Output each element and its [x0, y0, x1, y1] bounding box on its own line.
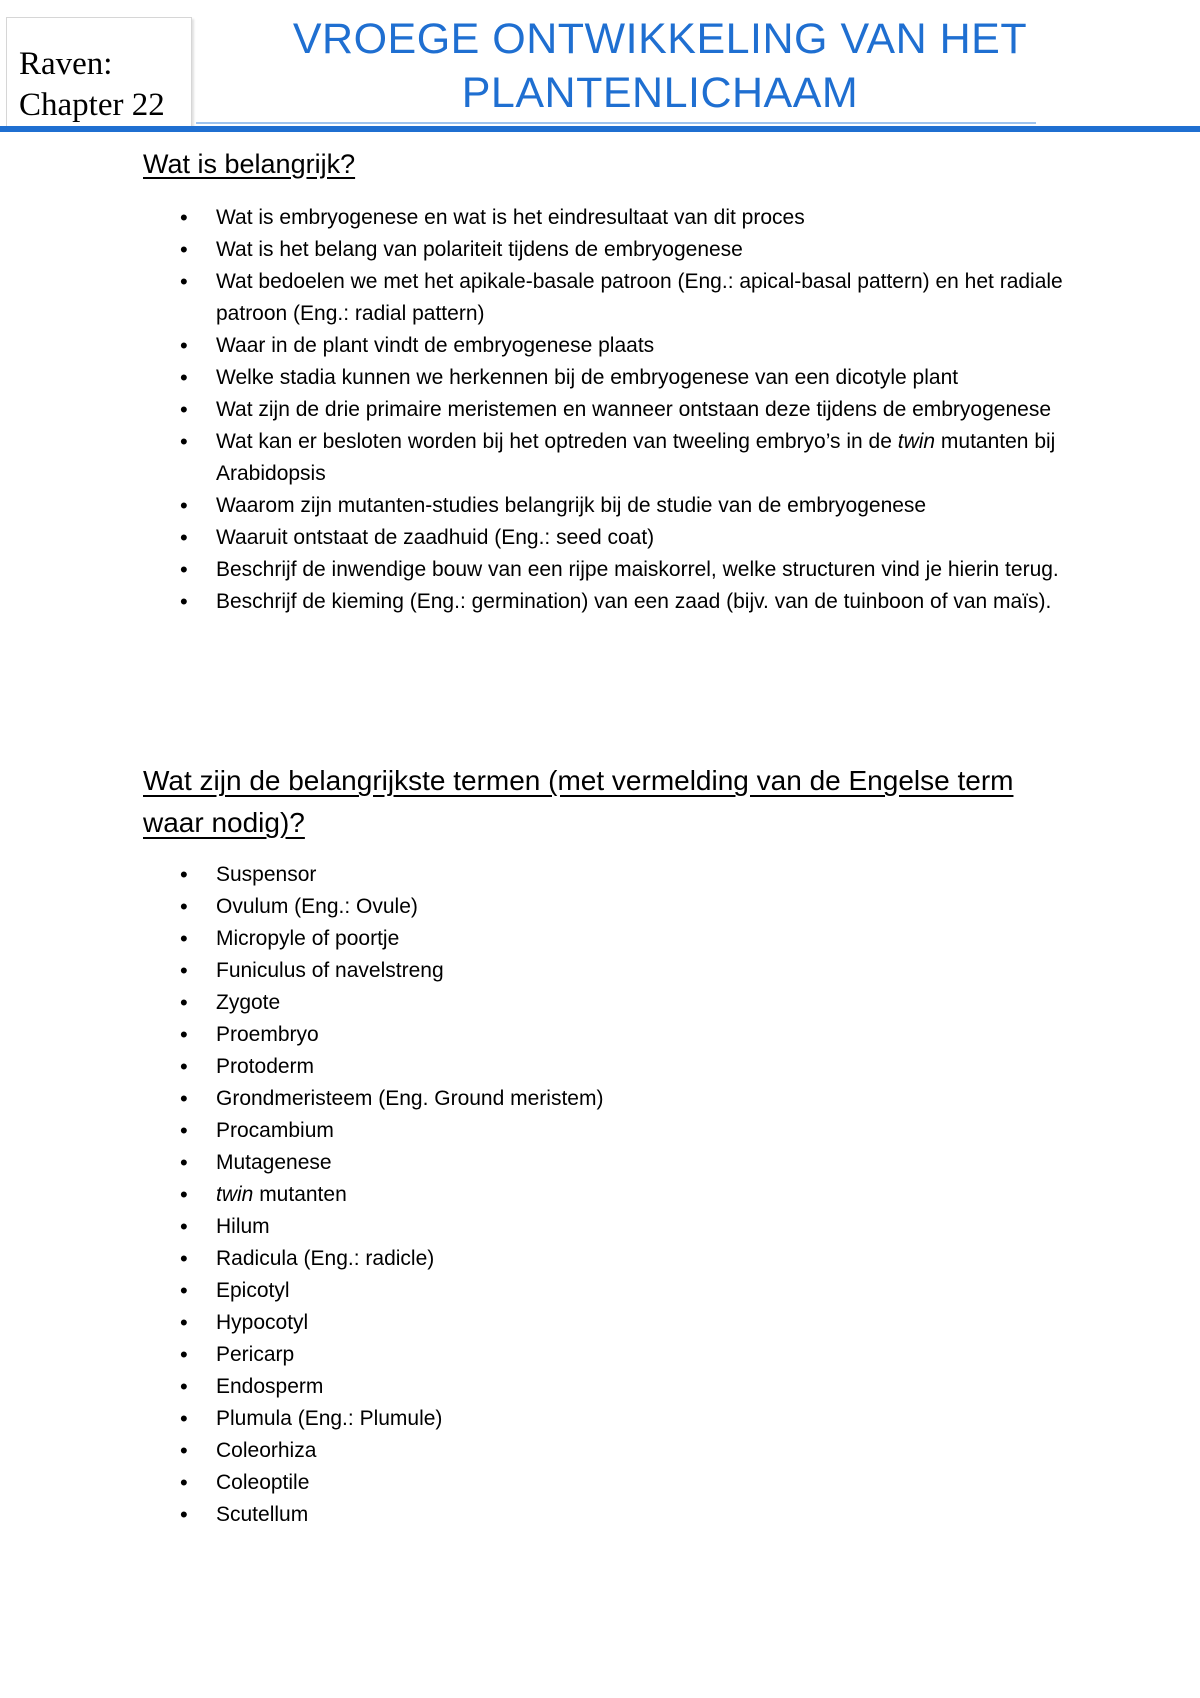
term-item: • Mutagenese: [0, 1147, 1066, 1179]
question-item: [0, 426, 1066, 490]
question-item: • Beschrijf de inwendige bouw van een rijpe maiskorrel, welke structuren vind je hierin terug.: [0, 554, 1066, 586]
page-title-line-2: PLANTENLICHAAM: [461, 69, 859, 117]
chapter-label-number: Chapter 22: [19, 87, 165, 123]
term-item: • Plumula (Eng.: Plumule): [0, 1403, 1066, 1435]
header-divider: [0, 126, 1200, 132]
question-item: • Wat bedoelen we met het apikale-basale patroon (Eng.: apical-basal pattern) en het radiale patroon (Eng.: radial pattern): [0, 266, 1066, 330]
term-item: • Pericarp: [0, 1339, 1066, 1371]
question-item: • Waaruit ontstaat de zaadhuid (Eng.: seed coat): [0, 522, 1066, 554]
question-item: • Wat is het belang van polariteit tijdens de embryogenese: [0, 234, 1066, 266]
question-item: • Waarom zijn mutanten-studies belangrijk bij de studie van de embryogenese: [0, 490, 1066, 522]
section-heading-terms: Wat zijn de belangrijkste termen (met vermelding van de Engelse term waar nodig)?: [143, 765, 1014, 838]
term-item: • Hilum: [0, 1211, 1066, 1243]
term-item: • Coleoptile: [0, 1467, 1066, 1499]
term-item: • Radicula (Eng.: radicle): [0, 1243, 1066, 1275]
term-item: • Endosperm: [0, 1371, 1066, 1403]
term-item: • Epicotyl: [0, 1275, 1066, 1307]
question-item: • Welke stadia kunnen we herkennen bij de embryogenese van een dicotyle plant: [0, 362, 1066, 394]
question-item: • Wat is embryogenese en wat is het eindresultaat van dit proces: [0, 202, 1066, 234]
term-item: • Scutellum: [0, 1499, 1066, 1531]
chapter-label-box: [6, 17, 192, 127]
term-item: • Coleorhiza: [0, 1435, 1066, 1467]
section-heading-important: Wat is belangrijk?: [143, 149, 356, 179]
term-item: • Zygote: [0, 987, 1066, 1019]
term-item: • Micropyle of poortje: [0, 923, 1066, 955]
question-item: • Waar in de plant vindt de embryogenese plaats: [0, 330, 1066, 362]
term-item: • Ovulum (Eng.: Ovule): [0, 891, 1066, 923]
term-item: • Procambium: [0, 1115, 1066, 1147]
term-item: • Suspensor: [0, 859, 1066, 891]
term-item: • Hypocotyl: [0, 1307, 1066, 1339]
question-item-text: mutanten bij Arabidopsis: [216, 430, 1056, 485]
term-item: • Funiculus of navelstreng: [0, 955, 1066, 987]
page-title: [200, 12, 1120, 120]
question-item-italic-text: twin: [897, 430, 936, 453]
chapter-label-book: Raven:: [19, 46, 113, 82]
term-item-text: mutanten: [253, 1183, 347, 1206]
question-item-text: Wat kan er besloten worden bij het optreden van tweeling embryo’s in de: [216, 430, 898, 453]
question-item: • Wat zijn de drie primaire meristemen en wanneer ontstaan deze tijdens de embryogenese: [0, 394, 1066, 426]
term-item-italic-text: twin: [216, 1183, 254, 1206]
page-title-line-1: VROEGE ONTWIKKELING VAN HET: [292, 15, 1028, 63]
header-divider-light: [196, 122, 1036, 124]
term-item: [0, 1179, 1066, 1211]
question-item: • Beschrijf de kieming (Eng.: germination) van een zaad (bijv. van de tuinboon of van maïs).: [0, 586, 1066, 618]
terms-list: [0, 859, 1066, 1531]
term-item: • Protoderm: [0, 1051, 1066, 1083]
term-item: • Grondmeristeem (Eng. Ground meristem): [0, 1083, 1066, 1115]
questions-list: [0, 202, 1066, 618]
term-item: • Proembryo: [0, 1019, 1066, 1051]
